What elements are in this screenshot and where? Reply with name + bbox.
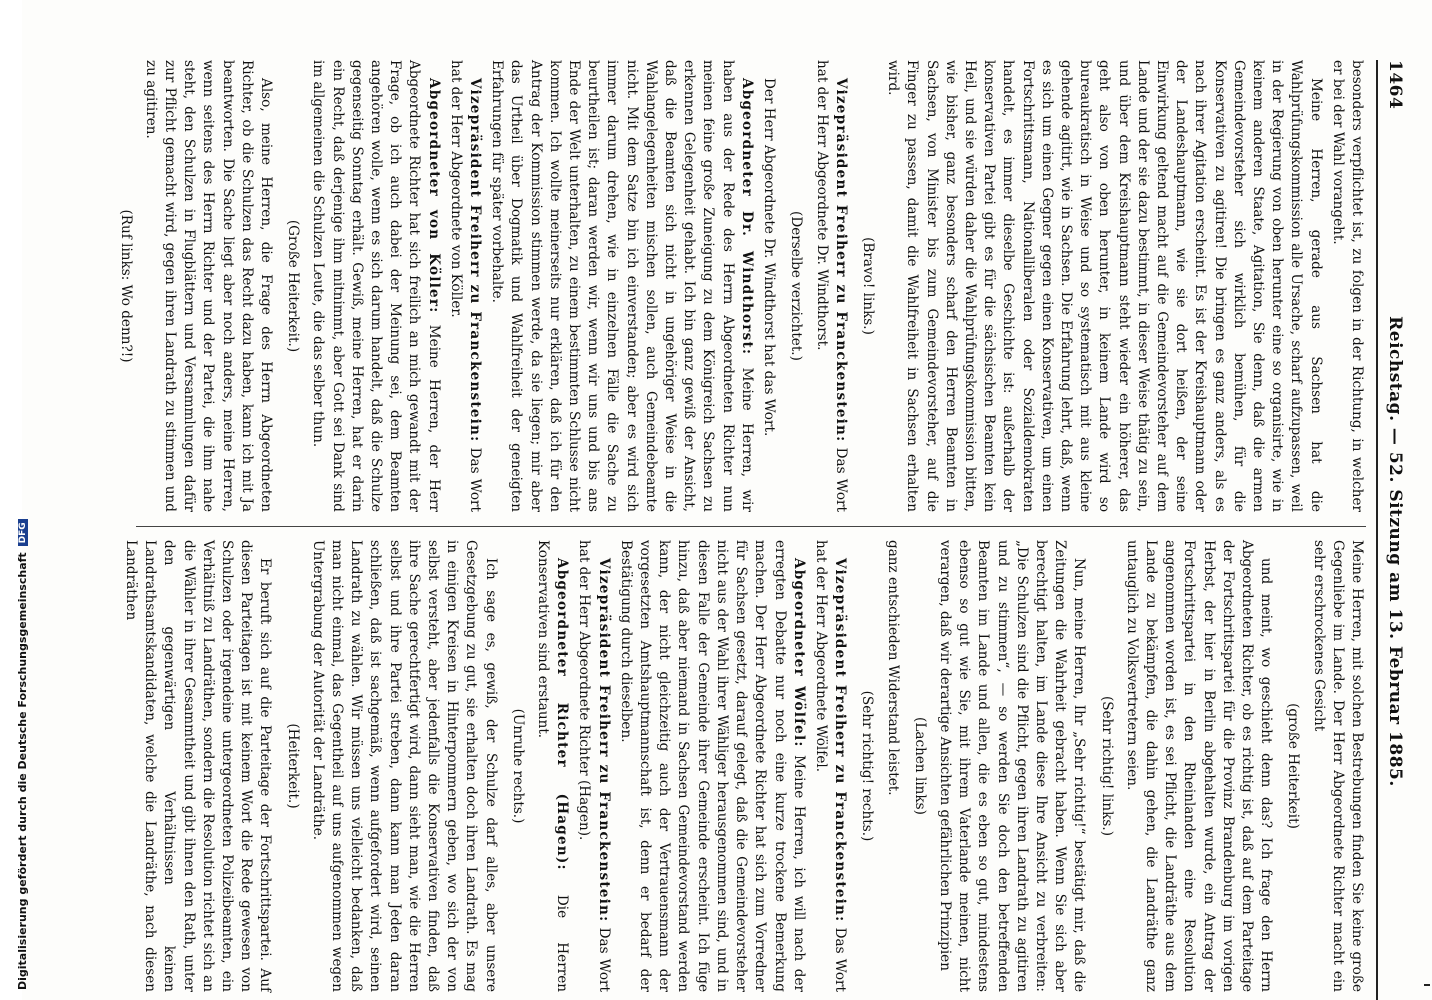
paragraph-text: Meine Herren, wir haben aus der Rede des Herrn Abgeordneten Richter nun meinen feine große Zuneigung zu dem Königreich Sachsen zu erkennen Gelegenheit gehabt. Ich bin ganz gewiß der Ansicht, daß die Beamten sich nicht in ungehöriger Weise in die Wahlangelegenheiten mischen sollen, auch Gemeindebeamte nicht. Mit dem Satze bin ich einverstanden; aber es wird sich immer darum drehen, wie in einzelnen Fälle die Sache zu beurtheilen ist; daran werden wir, wenn wir uns und bis ans Ende der Welt unterhalten, zu einem bestimmten Schlusse nicht kommen. Ich wollte meinerseits nur erklären, daß ich für den Antrag der Kommission stimmen werde, da sie liegen; mir aber das Urtheil über Dogmatik und Wahlfreiheit der geneigten Erfahrungen für später vorbehalte.	[489, 60, 755, 513]
paragraph-text: Die Herren Konservativen sind erstaunt.	[535, 540, 571, 992]
speaker-name: Vizepräsident Freiherr zu Franckenstein:	[832, 558, 849, 923]
paragraph	[759, 60, 778, 512]
rotated-page-content	[117, 60, 1410, 1000]
speaker-name: Abgeordneter von Köller:	[425, 78, 442, 314]
paragraph-text: Das Wort hat der Herr Abgeordnete Richter (Hagen).	[576, 540, 612, 992]
speaker-name: Vizepräsident Freiherr zu Franckenstein:	[595, 558, 612, 923]
paragraph-text: Meine Herren, der Herr Abgeordnete Richter hat sich freilich an mich gewandt mit der Frage, ob ich auch dabei der Meinung sei, dem Beamten angehören wolle, wenn es sich darum handelt, daß die Schulze gegenseitig Sonntag erhält. Gewiß, meine Herren, hat er darin ein Recht, daß derjenige ihm mitnimmt, aber Gott sei Dank sind im allgemeinen die Schulzen Leute, die das selber thun.	[310, 60, 442, 512]
interjection: (Heiterkeit.)	[284, 723, 301, 809]
paragraph-text: Also, meine Herren, die Frage des Herrn Abgeordneten Richter, ob die Schulzen das Recht dazu haben, kann ich mit Ja beantworten. Die Sache liegt aber noch anders, meine Herren, wenn seitens des Herrn Richter und der Partei, die ihm nahe steht, den Schulzen in Flugblättern und Versammlungen dafür zur Pflicht gemacht wird, gegen ihren Landrath zu stimmen und zu agitiren.	[142, 60, 275, 512]
scan-edge-mark	[1424, 984, 1430, 986]
speaker-name: Abgeordneter Wölfel:	[790, 558, 807, 748]
speech-paragraph	[308, 60, 442, 512]
paragraph-text: Das Wort hat der Herr Abgeordnete Wölfel.	[812, 540, 849, 992]
paragraph	[935, 540, 1089, 992]
paragraph-text: ganz entschieden Widerstand leistet.	[884, 540, 901, 796]
paragraph-text: Meine Herren, mit solchen Bestrebungen finden Sie keine große Gegenliebe im Lande. Der Herr Abgeordnete Richter macht ein sehr erschrockenes Gesicht	[1310, 540, 1365, 992]
interjection: (Derselbe verzichtet.)	[788, 211, 805, 361]
paragraph	[1328, 60, 1366, 512]
paragraph-text: Das Wort hat der Herr Abgeordnete von Köller.	[447, 60, 484, 512]
paragraph-text: Nun, meine Herren, Ihr „Sehr richtig!“ bestätigt mir, daß die Zeitungen die Wahrheit gebracht haben. Wenn Sie sich aber berechtigt halten, im Lande diese Ihre Ansicht zu verbreiten: „Die Schulzen sind die Pflicht, gegen ihren Landrath zu agitiren und zu stimmen“, — so werden Sie doch den betreffenden Beamten im Lande und allen, die es eben so gut, mindestens ebenso so gut wie Sie, mit ihrem Vaterlande meinen, nicht verargen, daß wir derartige Ansichten gefährlichen Prinzipien	[936, 540, 1088, 992]
interjection: (Unruhe rechts.)	[509, 708, 526, 824]
running-head-spacer	[1385, 994, 1405, 1000]
page-title: Reichstag. — 52. Sitzung am 13. Februar 1885.	[1385, 316, 1405, 787]
paragraph-text: Meine Herren, ich will nach der erregten Debatte nur noch eine kurze trockene Bemerkung machen. Der Herr Abgeordnete Richter hat sich zum Vorredner für Sachsen gesetzt, darauf gelegt, daß die Gemeindevorsteher nicht aus der Wahl ihrer Wähliger herausgenommen sind, und in diesen Falle der Gemeinde ihrer Gemeinde erscheint. Ich füge hinzu, daß aber niemand in Sachsen Gemeindevorstand werden kann, der nicht gleichzeitig auch der Vertrauensmann der vorgesetzten Amtshauptmannschaft ist, denn er bedarf der Bestätigung durch dieselben.	[617, 540, 807, 992]
paragraph	[308, 540, 500, 992]
paragraph-text: Der Herr Abgeordnete Dr. Windthorst hat das Wort.	[761, 78, 778, 437]
speaker-name: Abgeordneter Richter (Hagen):	[554, 558, 571, 871]
digitization-credit-strip	[0, 0, 29, 1000]
speaker-name: Vizepräsident Freiherr zu Franckenstein:	[467, 78, 484, 443]
column-separator	[136, 526, 1366, 527]
interjection: (Große Heiterkeit.)	[285, 219, 302, 353]
text-column-left	[117, 60, 1366, 513]
header-rule	[1376, 60, 1378, 1000]
running-head	[1380, 60, 1410, 1000]
text-column-right	[123, 540, 1366, 992]
credit-text: Digitalisierung gefördert durch die Deutsche Forschungsgemeinschaft	[16, 552, 29, 990]
speech-paragraph	[616, 540, 808, 992]
paragraph-text: Er beruft sich auf die Parteitage der Fortschrittspartei. Auf diesen Parteitagen ist mit keinem Wort die Rede gewesen von Schulzen oder irgendeine untergeordneten Polizeibeamten, ein Verhältniß zu Landräthen, sondern die Resolution richtet sich an die Wähler in ihrer Gesammtheit und gibt ihnen den Rath, unter den gegenwärtigen Verhältnissen keinen Landrathsamtskandidaten, welche die Landräthe, nach diesen Landräthen	[123, 540, 274, 992]
speech-paragraph	[811, 60, 849, 512]
speech-paragraph	[446, 60, 484, 512]
paragraph	[141, 60, 275, 512]
interjection: (Sehr richtig! links.)	[1098, 695, 1115, 837]
speech-paragraph	[533, 540, 571, 992]
interjection: (Bravo! links.)	[859, 237, 876, 335]
digitization-credit	[16, 519, 29, 990]
paragraph	[1308, 540, 1366, 992]
paragraph-text: Meine Herren, gerade aus Sachsen hat die Wahlprüfungskommission alle Ursache, scharf aufzupassen, weil in der Regierung von oben herunter eine so organisirte, wie in keinem anderen Staate, Agitation, Sie denn, daß die armen Gemeindevorsteher sich wirklich bemühen, für die Konservativen zu agitiren! Die bringen es ganz anders, als es nach ihrer Agitation erscheint. Es ist der Kreishauptmann oder der Landeshauptmann, wie sie dort heißen, der seine Einwirkung geltend macht auf die Gemeindevorsteher auf dem Lande und der sie dazu bestimmt, in dieser Weise thätig zu sein, und über dem Kreishauptmann steht wieder ein höherer, das geht also von oben herunter, in keinem Lande wird so bureaukratisch in Weise und so systematisch mit aus kleine gehende agitirt, wie in Sachsen. Die Erfahrung lehrt, daß, wenn es sich um einen Gegner gegen einen Konservativen, um einen Fortschrittsmann, Nationalliberalen oder Sozialdemokraten handelt, es immer dieselbe Geschichte ist: außerhalb der konservativen Partei gibt es für die sächsischen Beamten kein Heil, und sie würden daher die Wahlprüfungskommission bitten, wie bisher, ganz besonders scharf den Herren Beamten in Sachsen, von Minister bis zum Gemeindevorsteher, auf die Finger zu passen, damit die Wahlfreiheit in Sachsen erhalten wird.	[885, 60, 1324, 512]
interjection: (Lachen links)	[911, 717, 928, 815]
speech-paragraph	[574, 540, 612, 992]
interjection: (Ruf links: Wo denn?!)	[117, 209, 134, 363]
paragraph-text: und meint, wo geschieht denn das? Ich frage den Herrn Abgeordneten Richter, ob es richtig ist, daß auf dem Parteitage der Fortschrittspartei für die Provinz Brandenburg im vorigen Herbst, der hier in Berlin abgehalten wurde, ein Antrag der Fortschrittspartei in den Rheinlanden eine Resolution angenommen worden ist, es sei Pflicht, die Landräthe aus dem Lande zu bekämpfen, die dahin gehen, die Landräthe ganz untauglich zu Volksvertretern seien.	[1123, 540, 1275, 992]
speaker-name: Abgeordneter Dr. Windthorst:	[738, 78, 755, 356]
paragraph-text: besonders verpflichtet ist, zu folgen in der Richtung, in welcher er bei der Wahl vorangeht.	[1329, 60, 1365, 512]
paragraph	[883, 60, 1325, 512]
speech-paragraph	[487, 60, 756, 512]
speech-paragraph	[811, 540, 849, 992]
interjection: (Sehr richtig! rechts.)	[859, 690, 876, 842]
interjection: (große Heiterkeit)	[1285, 703, 1302, 829]
paragraph	[121, 540, 275, 992]
speaker-name: Vizepräsident Freiherr zu Franckenstein:	[832, 78, 849, 443]
paragraph-text: Das Wort hat der Herr Abgeordnete Dr. Windthorst.	[813, 60, 849, 512]
paragraph	[1122, 540, 1276, 992]
paragraph-text: Ich sage es, gewiß, der Schulze darf alles, aber unsere Gesetzgebung zu gut, sie erhalten doch ihren Landrath. Es mag in einigen Kreisen in Hinterpommern geben, wo sich der von selbst versteht, aber jedenfalls die Konservativen finden, daß ihre Sache gerechtfertigt wird, dann sieht man, wie die Herren selbst und ihre Partei streben, dann kann man Jeden daran schließen, daß ist sachgemäß, wenn aufgefordert wird, seinen Landrath zu wählen. Wir müssen uns vielleicht bedanken, daß man nicht einmal, das Gegentheil auf uns aufgenommen wegen Untergrabung der Autorität der Landräthe.	[309, 540, 499, 992]
dfg-logo-icon: DFG	[18, 519, 28, 546]
paragraph	[882, 540, 901, 992]
page-number: 1464	[1385, 60, 1405, 110]
